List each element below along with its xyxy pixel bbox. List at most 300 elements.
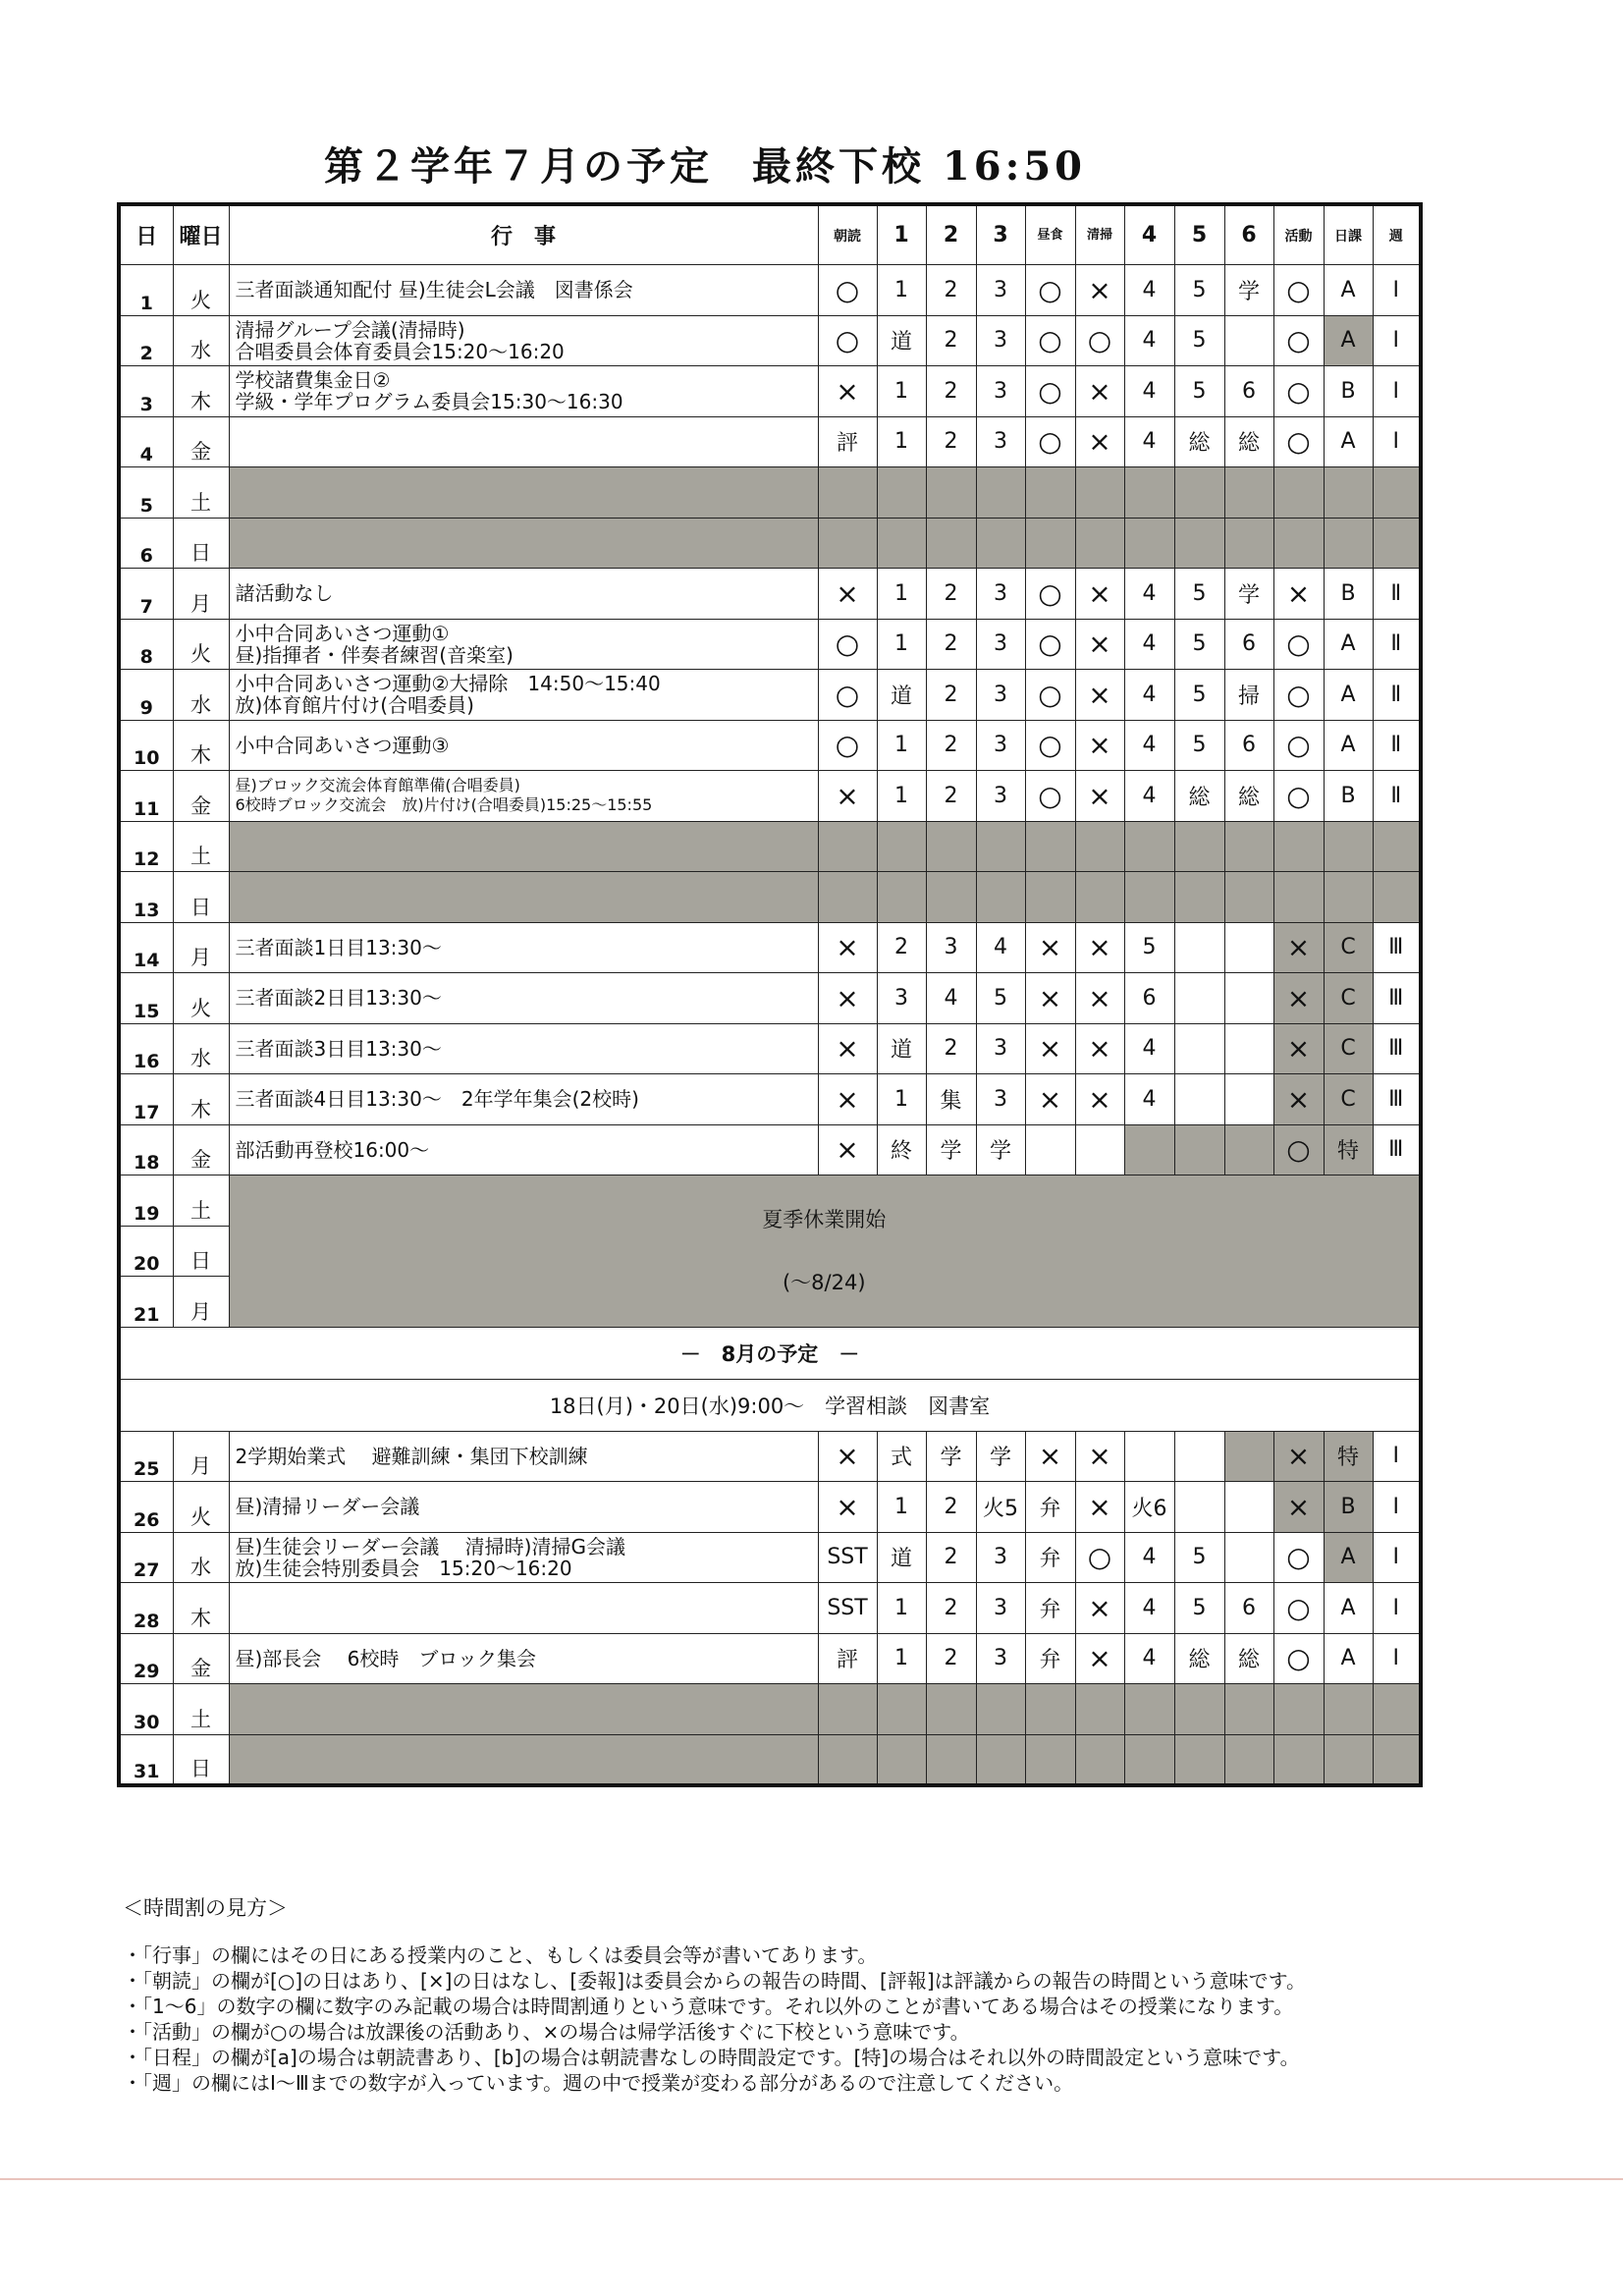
legend-line: ・「1～6」の数字の欄に数字のみ記載の場合は時間割通りという意味です。それ以外のことが書いてある場合はその授業になります。 [123,1995,1294,2018]
legend-line: ・「日程」の欄が[a]の場合は朝読書あり、[b]の場合は朝読書なしの時間設定です。[特]の場合はそれ以外の時間設定という意味です。 [123,2046,1300,2069]
blank-cell [1224,1734,1273,1785]
period-cell: 2 [877,922,926,973]
period-cell: A [1324,619,1373,670]
period-cell: A [1324,720,1373,771]
vacation-line2: (～8/24) [782,1270,866,1294]
period-cell: 3 [976,771,1025,822]
period-cell: 5 [1174,670,1224,721]
day-number: 5 [119,467,173,519]
event-cell [229,1532,818,1583]
period-cell: B [1324,771,1373,822]
period-cell: Ⅲ [1373,1074,1421,1125]
event-line: 学級・学年プログラム委員会15:30～16:30 [235,390,623,414]
period-cell: × [1273,1431,1324,1482]
period-cell: × [1025,1431,1075,1482]
period-cell [1124,1124,1174,1175]
period-cell: × [1075,973,1124,1024]
period-cell: 弁 [1025,1583,1075,1634]
legend-heading: ＜時間割の見方＞ [123,1896,288,1920]
period-cell: ○ [1025,416,1075,467]
table-row [119,720,1421,771]
period-cell: 2 [926,1023,976,1074]
table-row [119,315,1421,366]
event-cell [229,265,818,316]
period-cell: × [818,1482,877,1533]
period-cell: × [818,569,877,620]
header-cell: 3 [976,204,1025,265]
day-of-week: 月 [173,1277,229,1328]
period-cell: 5 [1174,619,1224,670]
period-cell: ○ [1025,720,1075,771]
blank-cell [1075,1684,1124,1735]
period-cell: 6 [1224,619,1273,670]
period-cell: SST [818,1532,877,1583]
blank-cell [877,467,926,519]
event-line: 三者面談2日目13:30～ [235,986,442,1011]
day-number: 15 [119,973,173,1024]
period-cell: 道 [877,1532,926,1583]
period-cell: ○ [1025,315,1075,366]
event-line: 小中合同あいさつ運動②大掃除 14:50～15:40 [235,672,661,696]
period-cell: × [1075,1482,1124,1533]
period-cell: C [1324,973,1373,1024]
period-cell: C [1324,922,1373,973]
period-cell: 集 [926,1074,976,1125]
period-cell: × [1075,619,1124,670]
period-cell: 1 [877,1583,926,1634]
period-cell: Ⅲ [1373,973,1421,1024]
period-cell: × [818,973,877,1024]
blank-cell [1273,1684,1324,1735]
day-of-week: 金 [173,771,229,822]
day-number: 1 [119,265,173,316]
period-cell: ○ [1025,771,1075,822]
table-header [119,204,1421,265]
period-cell [1075,1124,1124,1175]
period-cell: 3 [976,416,1025,467]
day-of-week: 火 [173,973,229,1024]
period-cell: 弁 [1025,1532,1075,1583]
table-row [119,1734,1421,1785]
event-line: 6校時ブロック交流会 放)片付け(合唱委員)15:25～15:55 [235,795,653,815]
august-note-row [119,1379,1421,1431]
event-line: 2学期始業式 避難訓練・集団下校訓練 [235,1444,588,1468]
period-cell: 2 [926,366,976,417]
day-of-week: 月 [173,922,229,973]
table-row [119,973,1421,1024]
blank-cell [818,467,877,519]
period-cell: 終 [877,1124,926,1175]
blank-cell [1174,872,1224,923]
period-cell: ○ [1025,265,1075,316]
period-cell: 4 [1124,1532,1174,1583]
header-cell: 昼食 [1025,204,1075,265]
period-cell: 1 [877,1074,926,1125]
period-cell [1174,973,1224,1024]
blank-cell [1324,1734,1373,1785]
blank-cell [229,467,818,519]
period-cell: 3 [976,1583,1025,1634]
header-cell: 行 事 [229,204,818,265]
header-cell: 6 [1224,204,1273,265]
period-cell: 3 [976,1633,1025,1684]
event-line: 昼)指揮者・伴奏者練習(音楽室) [235,642,514,667]
period-cell: 3 [926,922,976,973]
blank-cell [976,821,1025,872]
period-cell: 学 [926,1124,976,1175]
table-row [119,569,1421,620]
blank-cell [818,518,877,569]
day-number: 2 [119,315,173,366]
period-cell [1025,1124,1075,1175]
table-row [119,1074,1421,1125]
table-row [119,1583,1421,1634]
event-line: 三者面談通知配付 昼)生徒会L会議 図書係会 [235,278,633,302]
blank-cell [1075,1734,1124,1785]
period-cell: 総 [1174,771,1224,822]
day-of-week: 水 [173,315,229,366]
period-cell: 2 [926,416,976,467]
period-cell: 2 [926,1583,976,1634]
period-cell: ○ [1025,619,1075,670]
period-cell [1174,1074,1224,1125]
day-number: 27 [119,1532,173,1583]
blank-cell [1025,1684,1075,1735]
period-cell [1174,1431,1224,1482]
blank-cell [229,872,818,923]
blank-cell [976,1734,1025,1785]
period-cell: 3 [877,973,926,1024]
day-of-week: 木 [173,366,229,417]
period-cell: Ⅱ [1373,720,1421,771]
blank-cell [1174,1684,1224,1735]
table-row [119,366,1421,417]
period-cell: Ⅱ [1373,569,1421,620]
period-cell: × [818,771,877,822]
period-cell: 4 [1124,1023,1174,1074]
blank-cell [229,821,818,872]
period-cell: 6 [1124,973,1174,1024]
blank-cell [1273,1734,1324,1785]
day-number: 26 [119,1482,173,1533]
table-row [119,922,1421,973]
legend [123,1895,1517,2096]
blank-cell [1224,467,1273,519]
period-cell: × [1273,569,1324,620]
period-cell: × [1075,771,1124,822]
schedule-table [117,202,1423,1787]
period-cell: × [1075,569,1124,620]
period-cell: 1 [877,265,926,316]
day-of-week: 木 [173,1074,229,1125]
blank-cell [877,872,926,923]
blank-cell [1124,1684,1174,1735]
period-cell: 3 [976,265,1025,316]
event-cell [229,973,818,1024]
period-cell [1224,922,1273,973]
day-of-week: 水 [173,1532,229,1583]
table-row [119,821,1421,872]
vacation-line1: 夏季休業開始 [762,1207,887,1231]
blank-cell [1224,1684,1273,1735]
blank-cell [1273,821,1324,872]
table-row [119,771,1421,822]
period-cell: A [1324,1532,1373,1583]
period-cell: 4 [1124,366,1174,417]
period-cell: B [1324,366,1373,417]
period-cell: 総 [1224,771,1273,822]
blank-cell [1174,518,1224,569]
period-cell: ○ [818,720,877,771]
event-line: 三者面談1日目13:30～ [235,935,442,959]
blank-cell [1373,1684,1421,1735]
blank-cell [1324,518,1373,569]
period-cell: 特 [1324,1431,1373,1482]
period-cell: 1 [877,771,926,822]
day-of-week: 金 [173,416,229,467]
blank-cell [1373,872,1421,923]
period-cell: 評 [818,1633,877,1684]
blank-cell [1174,1734,1224,1785]
period-cell: 総 [1224,416,1273,467]
period-cell: 4 [1124,416,1174,467]
period-cell [1224,973,1273,1024]
day-number: 11 [119,771,173,822]
event-line: 小中合同あいさつ運動③ [235,733,450,757]
period-cell: Ⅰ [1373,1431,1421,1482]
period-cell: Ⅰ [1373,1583,1421,1634]
blank-cell [1025,518,1075,569]
day-number: 17 [119,1074,173,1125]
period-cell: 4 [1124,670,1174,721]
table-row [119,619,1421,670]
day-of-week: 日 [173,518,229,569]
table-row [119,467,1421,519]
period-cell: 2 [926,569,976,620]
day-number: 3 [119,366,173,417]
period-cell: ○ [1273,1124,1324,1175]
blank-cell [818,1734,877,1785]
period-cell: ○ [1075,315,1124,366]
event-cell [229,1633,818,1684]
period-cell: 5 [1174,569,1224,620]
period-cell: Ⅰ [1373,265,1421,316]
blank-cell [1373,518,1421,569]
period-cell: ○ [1273,315,1324,366]
blank-cell [877,1734,926,1785]
period-cell: 5 [1174,315,1224,366]
blank-cell [926,518,976,569]
period-cell: 3 [976,1074,1025,1125]
blank-cell [1373,1734,1421,1785]
event-cell [229,416,818,467]
period-cell: 4 [1124,569,1174,620]
day-of-week: 木 [173,1583,229,1634]
period-cell: 2 [926,670,976,721]
period-cell [1174,1482,1224,1533]
blank-cell [1025,1734,1075,1785]
blank-cell [1224,872,1273,923]
period-cell: 5 [1124,922,1174,973]
blank-cell [976,872,1025,923]
period-cell: 5 [1174,720,1224,771]
period-cell: × [1075,1583,1124,1634]
day-number: 8 [119,619,173,670]
period-cell [1224,1431,1273,1482]
period-cell: 火5 [976,1482,1025,1533]
period-cell: × [818,366,877,417]
blank-cell [926,1684,976,1735]
table-row [119,1023,1421,1074]
blank-cell [1124,518,1174,569]
period-cell: 3 [976,619,1025,670]
table-row [119,872,1421,923]
event-cell [229,720,818,771]
period-cell: 4 [1124,1074,1174,1125]
period-cell: ○ [1273,771,1324,822]
period-cell: ○ [818,619,877,670]
period-cell: Ⅰ [1373,1633,1421,1684]
event-cell [229,670,818,721]
period-cell: × [1273,1482,1324,1533]
period-cell: 特 [1324,1124,1373,1175]
blank-cell [1373,821,1421,872]
blank-cell [877,518,926,569]
blank-cell [926,467,976,519]
header-cell: 活動 [1273,204,1324,265]
period-cell: 総 [1174,1633,1224,1684]
period-cell: 2 [926,265,976,316]
day-number: 31 [119,1734,173,1785]
table-row [119,1633,1421,1684]
period-cell: 1 [877,1482,926,1533]
blank-cell [1273,518,1324,569]
header-cell: 日課 [1324,204,1373,265]
blank-cell [976,1684,1025,1735]
period-cell: × [1075,366,1124,417]
period-cell: Ⅰ [1373,366,1421,417]
vacation-banner [229,1175,1421,1328]
period-cell: 評 [818,416,877,467]
period-cell: 3 [976,1532,1025,1583]
period-cell: Ⅰ [1373,1532,1421,1583]
period-cell: C [1324,1074,1373,1125]
period-cell: 3 [976,569,1025,620]
blank-cell [926,872,976,923]
period-cell: 学 [976,1124,1025,1175]
blank-cell [1324,872,1373,923]
blank-cell [976,467,1025,519]
period-cell: Ⅲ [1373,922,1421,973]
blank-cell [1025,467,1075,519]
legend-lines [123,1942,1517,2096]
period-cell: 4 [1124,265,1174,316]
august-title: － 8月の予定 － [119,1327,1421,1379]
period-cell: 3 [976,720,1025,771]
period-cell: 掃 [1224,670,1273,721]
period-cell: ○ [1025,366,1075,417]
period-cell [1174,1023,1224,1074]
period-cell: × [1025,973,1075,1024]
period-cell: × [1075,720,1124,771]
period-cell: Ⅲ [1373,1023,1421,1074]
period-cell: ○ [1273,366,1324,417]
period-cell: 式 [877,1431,926,1482]
footer-line [0,2178,1623,2180]
period-cell: 5 [976,973,1025,1024]
period-cell: 2 [926,771,976,822]
period-cell: C [1324,1023,1373,1074]
blank-cell [1373,467,1421,519]
event-line: 学校諸費集金日② [235,368,391,393]
period-cell: 5 [1174,366,1224,417]
title-main: 第２学年７月の予定 [324,143,713,190]
period-cell: 4 [1124,720,1174,771]
period-cell [1224,1482,1273,1533]
blank-cell [1025,872,1075,923]
blank-cell [1324,1684,1373,1735]
period-cell: 3 [976,315,1025,366]
blank-cell [1174,821,1224,872]
event-line: 小中合同あいさつ運動① [235,621,450,645]
day-number: 29 [119,1633,173,1684]
blank-cell [926,821,976,872]
period-cell [1124,1431,1174,1482]
blank-cell [818,1684,877,1735]
blank-cell [229,518,818,569]
day-number: 10 [119,720,173,771]
title-sub: 最終下校 16:50 [752,143,1087,190]
period-cell: 学 [1224,265,1273,316]
period-cell: × [1273,922,1324,973]
period-cell: 1 [877,619,926,670]
period-cell [1224,1023,1273,1074]
table-row [119,265,1421,316]
period-cell: ○ [818,315,877,366]
event-cell [229,1583,818,1634]
blank-cell [1273,467,1324,519]
event-cell [229,1482,818,1533]
period-cell: SST [818,1583,877,1634]
period-cell: 学 [926,1431,976,1482]
period-cell: 道 [877,1023,926,1074]
table-row [119,1482,1421,1533]
period-cell: Ⅲ [1373,1124,1421,1175]
event-line: 三者面談3日目13:30～ [235,1036,442,1061]
period-cell: 2 [926,720,976,771]
period-cell: 6 [1224,720,1273,771]
period-cell: ○ [1273,619,1324,670]
period-cell: × [1025,1023,1075,1074]
blank-cell [1324,821,1373,872]
period-cell [1224,315,1273,366]
day-number: 13 [119,872,173,923]
period-cell: A [1324,670,1373,721]
header-cell: 4 [1124,204,1174,265]
blank-cell [818,821,877,872]
period-cell: Ⅰ [1373,416,1421,467]
period-cell: A [1324,1633,1373,1684]
day-number: 7 [119,569,173,620]
period-cell: × [1075,1431,1124,1482]
period-cell: × [1273,1023,1324,1074]
period-cell: 2 [926,315,976,366]
day-number: 4 [119,416,173,467]
period-cell [1224,1532,1273,1583]
day-of-week: 水 [173,1023,229,1074]
event-line: 諸活動なし [235,581,334,606]
period-cell [1224,1074,1273,1125]
